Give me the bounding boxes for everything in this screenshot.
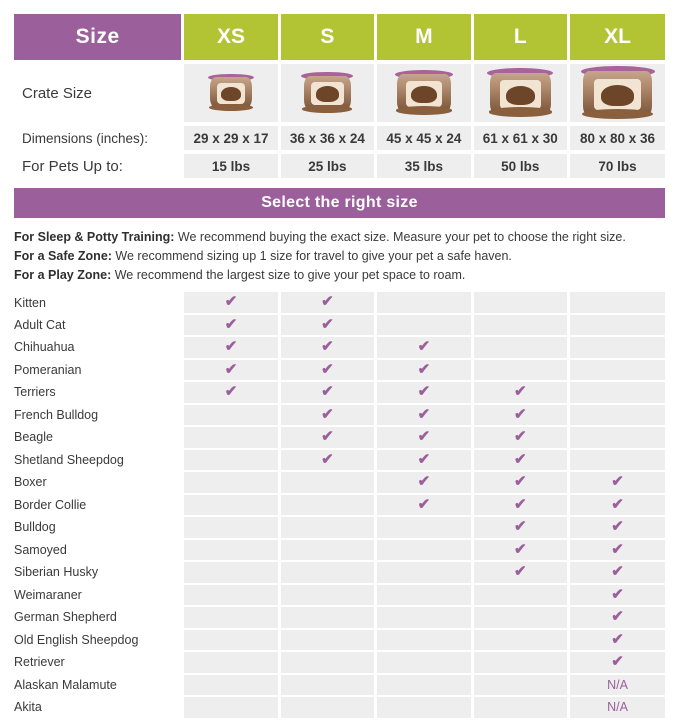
check-icon: ✔ (514, 383, 527, 401)
pets-weight-label: For Pets Up to: (14, 154, 183, 178)
size-header-s: S (279, 14, 375, 60)
check-icon: ✔ (224, 338, 238, 356)
breed-cell-s (279, 426, 375, 449)
check-icon: ✔ (321, 383, 334, 401)
breed-cell-s (279, 629, 375, 652)
not-available-label: N/A (607, 700, 628, 715)
breed-cell-xs (183, 606, 279, 629)
check-icon: ✔ (224, 293, 238, 311)
note-safe-zone (14, 247, 665, 265)
breed-cell-xl (569, 359, 665, 382)
breed-cell-xl (569, 516, 665, 539)
check-icon: ✔ (417, 495, 431, 513)
check-icon: ✔ (321, 338, 334, 356)
breed-cell-s (279, 449, 375, 472)
breed-name: Bulldog (14, 516, 183, 539)
check-icon: ✔ (321, 450, 334, 468)
breed-cell-xl (569, 336, 665, 359)
breed-cell-xs (183, 336, 279, 359)
breed-cell-m (376, 494, 472, 517)
breed-cell-s (279, 516, 375, 539)
breed-cell-xs (183, 674, 279, 697)
breed-cell-l (472, 314, 568, 337)
table-row (14, 494, 665, 517)
breed-cell-l (472, 539, 568, 562)
breed-name: Border Collie (14, 494, 183, 517)
size-chart-table (14, 14, 665, 178)
table-row (14, 381, 665, 404)
breed-name: Terriers (14, 381, 183, 404)
breed-cell-xs (183, 696, 279, 719)
table-row (14, 629, 665, 652)
pets-weight-l: 50 lbs (472, 154, 568, 178)
check-icon: ✔ (321, 315, 334, 333)
check-icon: ✔ (611, 608, 624, 626)
check-icon: ✔ (224, 360, 238, 378)
crate-cell-xs (183, 64, 279, 122)
table-row (14, 426, 665, 449)
breed-name: Adult Cat (14, 314, 183, 337)
table-row (14, 314, 665, 337)
check-icon: ✔ (611, 518, 624, 536)
check-icon: ✔ (514, 473, 527, 491)
breed-cell-m (376, 314, 472, 337)
breed-cell-m (376, 696, 472, 719)
breed-cell-s (279, 696, 375, 719)
check-icon: ✔ (514, 450, 527, 468)
breed-cell-l (472, 404, 568, 427)
check-icon: ✔ (611, 495, 624, 513)
size-header-xs: XS (183, 14, 279, 60)
check-icon: ✔ (611, 653, 624, 671)
breed-cell-xs (183, 359, 279, 382)
breed-cell-s (279, 539, 375, 562)
breed-cell-s (279, 651, 375, 674)
check-icon: ✔ (611, 630, 624, 648)
breed-cell-xl (569, 471, 665, 494)
check-icon: ✔ (224, 315, 238, 333)
check-icon: ✔ (417, 360, 431, 378)
crate-cell-s (279, 64, 375, 122)
pets-weight-xl: 70 lbs (569, 154, 665, 178)
breed-cell-xs (183, 561, 279, 584)
breed-cell-m (376, 584, 472, 607)
table-row (14, 516, 665, 539)
note-play-zone-title: For a Play Zone: (14, 268, 112, 282)
breed-cell-s (279, 606, 375, 629)
recommendation-notes (14, 228, 665, 284)
table-row (14, 404, 665, 427)
breed-cell-xs (183, 516, 279, 539)
breed-cell-xs (183, 314, 279, 337)
check-icon: ✔ (514, 495, 527, 513)
breed-name: Retriever (14, 651, 183, 674)
dimensions-s: 36 x 36 x 24 (279, 126, 375, 150)
pets-weight-m: 35 lbs (376, 154, 472, 178)
breed-cell-xl (569, 314, 665, 337)
check-icon: ✔ (321, 293, 334, 311)
check-icon: ✔ (417, 338, 431, 356)
breed-cell-l (472, 516, 568, 539)
check-icon: ✔ (611, 563, 624, 581)
breed-cell-xl (569, 629, 665, 652)
breed-cell-xl (569, 292, 665, 314)
breed-cell-xs (183, 381, 279, 404)
check-icon: ✔ (514, 405, 527, 423)
breed-cell-xs (183, 426, 279, 449)
breed-cell-l (472, 426, 568, 449)
dimensions-l: 61 x 61 x 30 (472, 126, 568, 150)
breed-cell-xl (569, 561, 665, 584)
breed-cell-l (472, 629, 568, 652)
banner-title: Select the right size (261, 194, 418, 211)
breed-name: Akita (14, 696, 183, 719)
size-header-row (14, 14, 665, 60)
check-icon: ✔ (611, 540, 624, 558)
check-icon: ✔ (417, 450, 431, 468)
table-row (14, 336, 665, 359)
breed-cell-m (376, 336, 472, 359)
crate-size-row (14, 64, 665, 122)
breed-cell-xl (569, 426, 665, 449)
check-icon: ✔ (417, 405, 431, 423)
check-icon: ✔ (224, 383, 238, 401)
breed-cell-l (472, 449, 568, 472)
breed-name: Pomeranian (14, 359, 183, 382)
breed-cell-s (279, 584, 375, 607)
crate-icon (208, 74, 254, 108)
crate-cell-xl (569, 64, 665, 122)
note-sleep-potty (14, 228, 665, 246)
breed-cell-xl (569, 696, 665, 719)
breed-cell-s (279, 674, 375, 697)
table-row (14, 539, 665, 562)
breed-name: Old English Sheepdog (14, 629, 183, 652)
check-icon: ✔ (514, 518, 527, 536)
breed-cell-xl (569, 404, 665, 427)
breed-cell-xl (569, 674, 665, 697)
breed-name: German Shepherd (14, 606, 183, 629)
breed-cell-xl (569, 606, 665, 629)
crate-icon (301, 72, 353, 110)
pets-weight-xs: 15 lbs (183, 154, 279, 178)
table-row (14, 449, 665, 472)
note-sleep-potty-text: We recommend buying the exact size. Measure your pet to choose the right size. (174, 230, 626, 244)
check-icon: ✔ (514, 563, 527, 581)
breed-cell-l (472, 584, 568, 607)
size-header-label: Size (14, 14, 183, 60)
breed-cell-xl (569, 651, 665, 674)
breed-cell-xs (183, 584, 279, 607)
breed-cell-xs (183, 449, 279, 472)
check-icon: ✔ (417, 383, 431, 401)
breed-name: Siberian Husky (14, 561, 183, 584)
breed-name: Boxer (14, 471, 183, 494)
breed-cell-m (376, 404, 472, 427)
crate-icon (395, 70, 453, 112)
breed-name: Shetland Sheepdog (14, 449, 183, 472)
breed-cell-m (376, 359, 472, 382)
breed-cell-l (472, 292, 568, 314)
breed-cell-s (279, 336, 375, 359)
crate-cell-m (376, 64, 472, 122)
dimensions-label: Dimensions (inches): (14, 126, 183, 150)
note-safe-zone-title: For a Safe Zone: (14, 249, 112, 263)
check-icon: ✔ (417, 428, 431, 446)
pets-weight-row (14, 154, 665, 178)
breed-cell-m (376, 561, 472, 584)
note-play-zone (14, 266, 665, 284)
breed-cell-xs (183, 629, 279, 652)
table-row (14, 651, 665, 674)
breed-cell-m (376, 471, 472, 494)
breed-cell-s (279, 404, 375, 427)
breed-cell-xs (183, 539, 279, 562)
breed-cell-m (376, 449, 472, 472)
crate-icon (487, 68, 553, 114)
table-row (14, 471, 665, 494)
not-available-label: N/A (607, 677, 628, 692)
breed-cell-l (472, 336, 568, 359)
breed-cell-l (472, 494, 568, 517)
breed-name: Chihuahua (14, 336, 183, 359)
breed-cell-m (376, 516, 472, 539)
breed-cell-l (472, 651, 568, 674)
table-row (14, 674, 665, 697)
breed-cell-m (376, 674, 472, 697)
breed-cell-s (279, 471, 375, 494)
breed-cell-m (376, 426, 472, 449)
check-icon: ✔ (321, 428, 334, 446)
breed-cell-xl (569, 381, 665, 404)
breed-cell-m (376, 292, 472, 314)
crate-cell-l (472, 64, 568, 122)
dimensions-xl: 80 x 80 x 36 (569, 126, 665, 150)
breed-cell-xl (569, 539, 665, 562)
breed-cell-s (279, 359, 375, 382)
size-header-xl: XL (569, 14, 665, 60)
check-icon: ✔ (611, 585, 624, 603)
crate-size-label: Crate Size (14, 64, 183, 122)
table-row (14, 696, 665, 719)
select-size-banner (14, 188, 665, 218)
check-icon: ✔ (514, 428, 527, 446)
breed-cell-xl (569, 584, 665, 607)
breed-cell-s (279, 292, 375, 314)
crate-icon (581, 66, 655, 116)
table-row (14, 584, 665, 607)
table-row (14, 359, 665, 382)
breed-cell-xl (569, 449, 665, 472)
size-header-l: L (472, 14, 568, 60)
breed-cell-m (376, 629, 472, 652)
breed-cell-m (376, 381, 472, 404)
breed-cell-xs (183, 404, 279, 427)
table-row (14, 561, 665, 584)
dimensions-xs: 29 x 29 x 17 (183, 126, 279, 150)
breed-cell-xl (569, 494, 665, 517)
breed-cell-xs (183, 651, 279, 674)
dimensions-m: 45 x 45 x 24 (376, 126, 472, 150)
breed-cell-xs (183, 494, 279, 517)
breed-cell-s (279, 494, 375, 517)
table-row (14, 292, 665, 314)
check-icon: ✔ (321, 405, 334, 423)
breed-cell-xs (183, 471, 279, 494)
check-icon: ✔ (514, 540, 527, 558)
breed-cell-l (472, 561, 568, 584)
check-icon: ✔ (321, 360, 334, 378)
breed-name: Beagle (14, 426, 183, 449)
table-row (14, 606, 665, 629)
breed-cell-l (472, 606, 568, 629)
note-safe-zone-text: We recommend sizing up 1 size for travel to give your pet a safe haven. (111, 249, 512, 263)
breed-size-table (14, 292, 665, 720)
breed-cell-m (376, 651, 472, 674)
breed-name: Weimaraner (14, 584, 183, 607)
breed-cell-s (279, 314, 375, 337)
breed-name: Kitten (14, 292, 183, 314)
breed-cell-l (472, 359, 568, 382)
breed-cell-m (376, 539, 472, 562)
breed-name: Samoyed (14, 539, 183, 562)
note-sleep-potty-title: For Sleep & Potty Training: (14, 230, 175, 244)
check-icon: ✔ (417, 473, 431, 491)
breed-cell-l (472, 381, 568, 404)
breed-cell-l (472, 471, 568, 494)
size-header-m: M (376, 14, 472, 60)
breed-cell-m (376, 606, 472, 629)
breed-cell-s (279, 561, 375, 584)
breed-cell-l (472, 696, 568, 719)
note-play-zone-text: We recommend the largest size to give your pet space to roam. (111, 268, 466, 282)
dimensions-row (14, 126, 665, 150)
breed-cell-s (279, 381, 375, 404)
breed-cell-l (472, 674, 568, 697)
breed-cell-xs (183, 292, 279, 314)
breed-name: French Bulldog (14, 404, 183, 427)
check-icon: ✔ (611, 473, 624, 491)
pets-weight-s: 25 lbs (279, 154, 375, 178)
breed-name: Alaskan Malamute (14, 674, 183, 697)
